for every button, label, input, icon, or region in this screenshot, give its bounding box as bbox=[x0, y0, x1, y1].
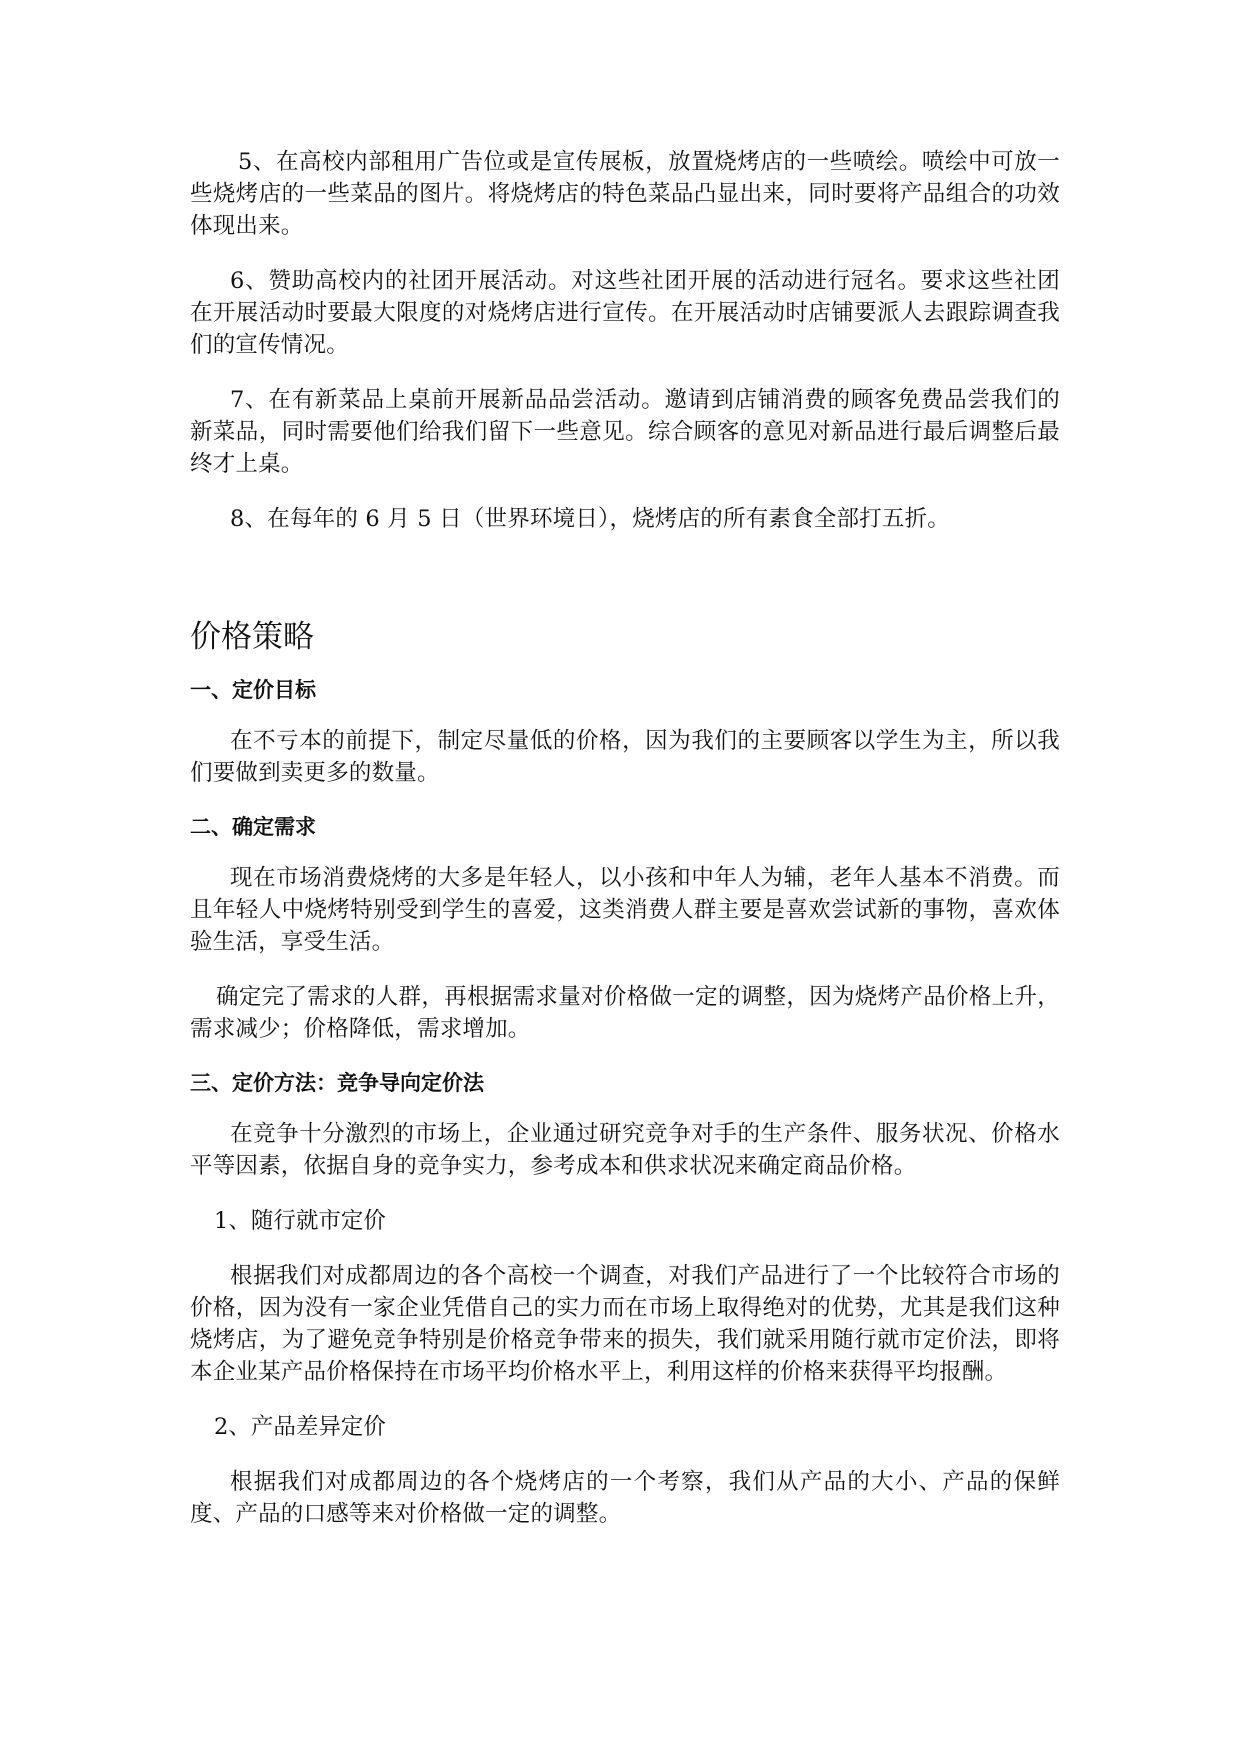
demand-text-1: 现在市场消费烧烤的大多是年轻人，以小孩和中年人为辅，老年人基本不消费。而且年轻人中烧烤特别受到学生的喜爱，这类消费人群主要是喜欢尝试新的事物，喜欢体验生活，享受生活。 bbox=[190, 865, 1060, 955]
subsection-title-2: 2、产品差异定价 bbox=[214, 1414, 386, 1440]
pricing-goal-text: 在不亏本的前提下，制定尽量低的价格，因为我们的主要顾客以学生为主，所以我们要做到卖更多的数量。 bbox=[190, 728, 1060, 786]
promo-item-8: 8、在每年的 6 月 5 日（世界环境日），烧烤店的所有素食全部打五折。 bbox=[230, 506, 951, 532]
subsection-title-1: 1、随行就市定价 bbox=[214, 1208, 386, 1234]
demand-heading: 二、确定需求 bbox=[190, 815, 316, 839]
pricing-goal-heading: 一、定价目标 bbox=[190, 678, 316, 702]
promo-item-5: 5、在高校内部租用广告位或是宣传展板，放置烧烤店的一些喷绘。喷绘中可放一些烧烤店的一些菜品的图片。将烧烤店的特色菜品凸显出来，同时要将产品组合的功效体现出来。 bbox=[190, 149, 1060, 239]
document-page bbox=[190, 146, 1060, 1553]
pricing-method-heading: 三、定价方法：竞争导向定价法 bbox=[190, 1071, 484, 1095]
promo-item-7: 7、在有新菜品上桌前开展新品品尝活动。邀请到店铺消费的顾客免费品尝我们的新菜品，同时需要他们给我们留下一些意见。综合顾客的意见对新品进行最后调整后最终才上桌。 bbox=[190, 387, 1060, 477]
subsection-text-1: 根据我们对成都周边的各个高校一个调查，对我们产品进行了一个比较符合市场的价格，因为没有一家企业凭借自己的实力而在市场上取得绝对的优势，尤其是我们这种烧烤店，为了避免竞争特别是价格竞争带来的损失，我们就采用随行就市定价法，即将本企业某产品价格保持在市场平均价格水平上，利用这样的价格来获得平均报酬。 bbox=[190, 1263, 1060, 1385]
section-title: 价格策略 bbox=[190, 619, 314, 655]
demand-text-2: 确定完了需求的人群，再根据需求量对价格做一定的调整，因为烧烤产品价格上升，需求减少；价格降低，需求增加。 bbox=[190, 984, 1060, 1042]
subsection-text-2: 根据我们对成都周边的各个烧烤店的一个考察，我们从产品的大小、产品的保鲜度、产品的口感等来对价格做一定的调整。 bbox=[190, 1469, 1060, 1527]
promo-item-6: 6、赞助高校内的社团开展活动。对这些社团开展的活动进行冠名。要求这些社团在开展活动时要最大限度的对烧烤店进行宣传。在开展活动时店铺要派人去跟踪调查我们的宣传情况。 bbox=[190, 268, 1060, 358]
pricing-method-intro: 在竞争十分激烈的市场上，企业通过研究竞争对手的生产条件、服务状况、价格水平等因素，依据自身的竞争实力，参考成本和供求状况来确定商品价格。 bbox=[190, 1121, 1060, 1179]
